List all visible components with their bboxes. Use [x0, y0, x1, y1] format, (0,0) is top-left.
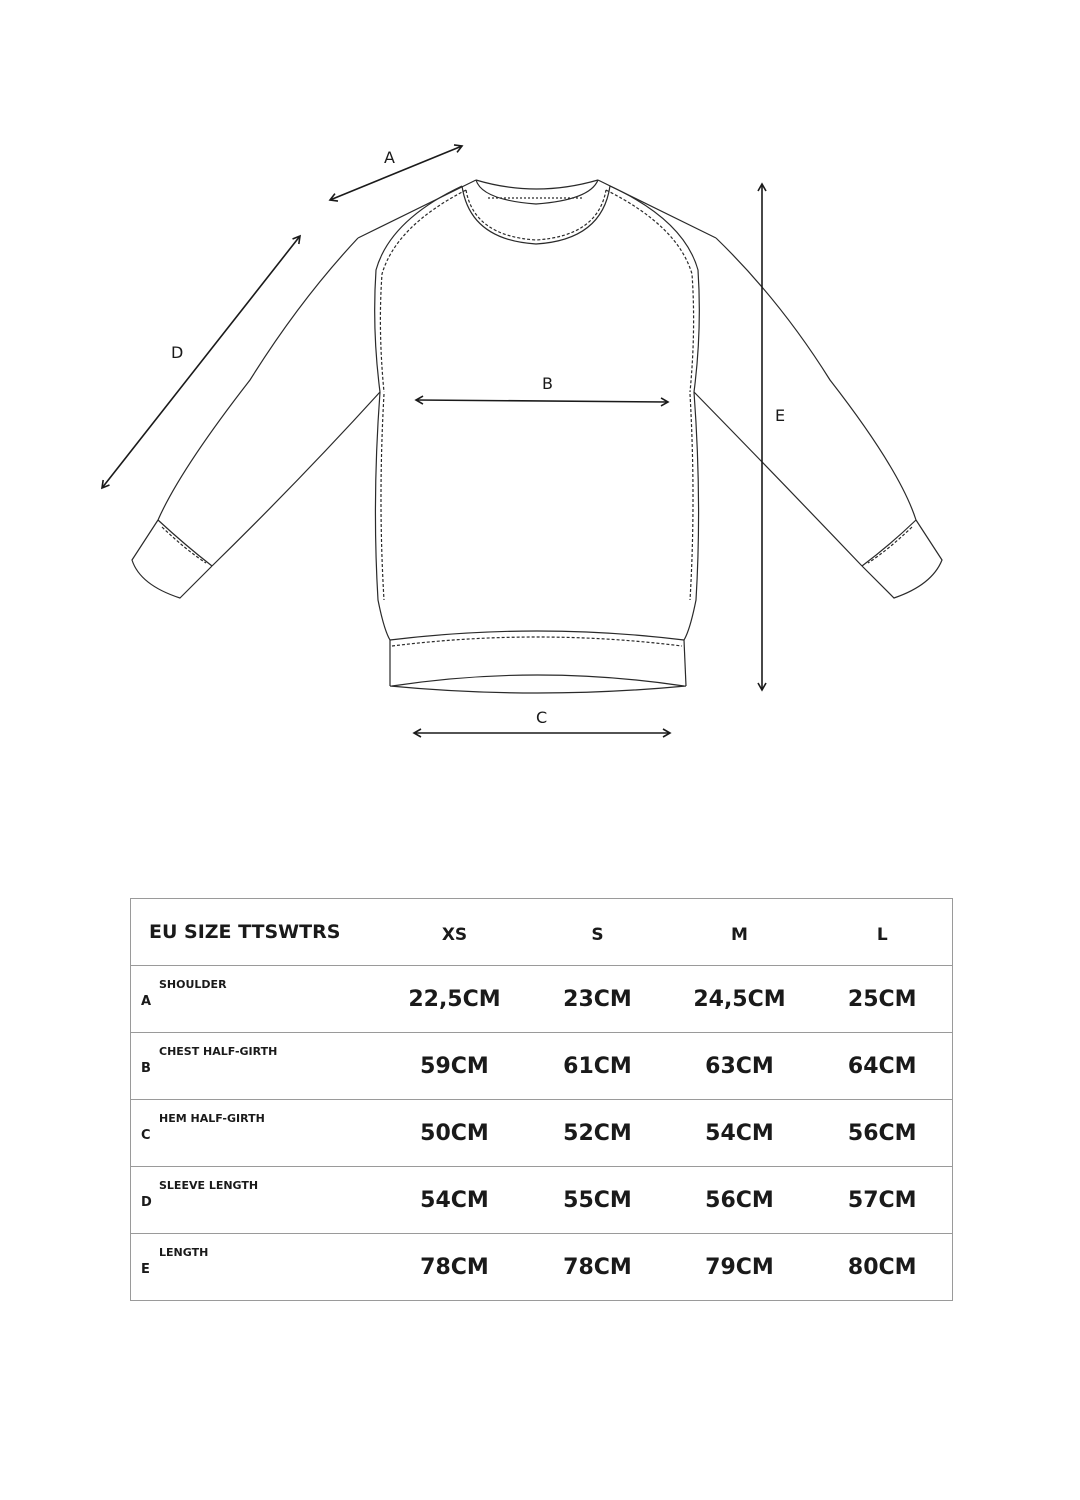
value-cell: 25CM: [813, 966, 953, 1033]
table-row: [131, 1100, 953, 1167]
value-cell: 57CM: [813, 1167, 953, 1234]
measurement-letter: E: [141, 1261, 150, 1277]
measurement-label: [131, 1167, 381, 1234]
value-cell: 22,5CM: [381, 966, 529, 1033]
value-cell: 56CM: [813, 1100, 953, 1167]
table-row: [131, 1167, 953, 1234]
measurement-name: SHOULDER: [159, 977, 227, 991]
label-d: D: [171, 343, 184, 362]
value-cell: 52CM: [529, 1100, 667, 1167]
dimension-labels: [171, 148, 785, 727]
table-header-row: [131, 899, 953, 966]
value-cell: 61CM: [529, 1033, 667, 1100]
value-cell: 78CM: [529, 1234, 667, 1301]
value-cell: 23CM: [529, 966, 667, 1033]
value-cell: 79CM: [667, 1234, 813, 1301]
label-b: B: [542, 374, 553, 393]
value-cell: 78CM: [381, 1234, 529, 1301]
measurement-letter: A: [141, 993, 152, 1009]
measurement-name: HEM HALF-GIRTH: [159, 1111, 265, 1125]
measurement-label: [131, 1100, 381, 1167]
value-cell: 80CM: [813, 1234, 953, 1301]
value-cell: 24,5CM: [667, 966, 813, 1033]
arrow-b: [416, 400, 668, 402]
value-cell: 59CM: [381, 1033, 529, 1100]
dimension-arrows: [102, 146, 762, 733]
value-cell: 54CM: [667, 1100, 813, 1167]
value-cell: 54CM: [381, 1167, 529, 1234]
measurement-name: LENGTH: [159, 1245, 209, 1259]
value-cell: 55CM: [529, 1167, 667, 1234]
measurement-label: [131, 966, 381, 1033]
value-cell: 64CM: [813, 1033, 953, 1100]
arrow-a: [330, 146, 462, 200]
value-cell: 50CM: [381, 1100, 529, 1167]
measurement-name: CHEST HALF-GIRTH: [159, 1044, 278, 1058]
sweatshirt-outline: [132, 180, 942, 693]
table-row: [131, 1234, 953, 1301]
label-c: C: [536, 708, 548, 727]
measurement-letter: D: [141, 1194, 152, 1210]
measurement-letter: C: [141, 1127, 151, 1143]
size-header-s: S: [529, 899, 667, 966]
size-header-l: L: [813, 899, 953, 966]
table-title: EU SIZE TTSWTRS: [131, 899, 381, 966]
value-cell: 56CM: [667, 1167, 813, 1234]
table-row: [131, 1033, 953, 1100]
table-row: [131, 966, 953, 1033]
size-header-xs: XS: [381, 899, 529, 966]
measurement-label: [131, 1033, 381, 1100]
label-a: A: [384, 148, 395, 167]
value-cell: 63CM: [667, 1033, 813, 1100]
measurement-letter: B: [141, 1060, 151, 1076]
label-e: E: [775, 406, 786, 425]
size-header-m: M: [667, 899, 813, 966]
arrow-d: [102, 236, 300, 488]
size-table: [130, 898, 953, 1301]
measurement-name: SLEEVE LENGTH: [159, 1178, 259, 1192]
measurement-label: [131, 1234, 381, 1301]
